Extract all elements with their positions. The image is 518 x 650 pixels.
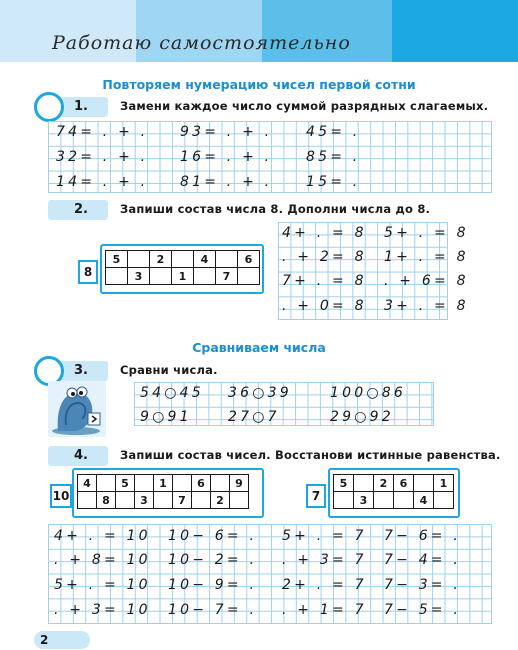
task-3-expr: 9○91 [140,409,192,425]
task-2-number-box: 8 [78,260,98,284]
table-cell [97,475,116,492]
task-1-expr: 45= . [306,124,361,140]
task-2-expr: 4+ . = 8 [282,225,367,241]
table-cell [154,492,173,509]
header-band-4 [392,0,518,62]
table-cell: 3 [354,492,374,509]
task-4-expr: 10− 9= . [168,577,258,593]
task-4-expr: 7− 3= . [384,577,462,593]
task-3-expr: 27○7 [228,409,280,425]
task-1-expr: 81= . + . [180,174,273,190]
table-cell [394,492,414,509]
task-1-expr: 74= . + . [56,124,149,140]
table-cell: 3 [128,268,150,285]
task-4-number-box-10: 10 [50,484,72,508]
table-cell [106,268,128,285]
section-title-numbering: Повторяем нумерацию чисел первой сотни [102,77,416,92]
table-cell: 8 [97,492,116,509]
table-cell [128,251,150,268]
task-3-expr: 100○86 [330,385,406,401]
task-2-number: 2. [74,202,88,217]
task-4-number: 4. [74,448,88,463]
task-4-expr: . + 3= 10 [54,602,151,618]
table-cell [135,475,154,492]
task-4-expr: 4+ . = 10 [54,528,151,544]
task-3-expr: 29○92 [330,409,394,425]
task-2-expr: 5+ . = 8 [384,225,469,241]
table-cell: 2 [374,475,394,492]
task-2-expr: 1+ . = 8 [384,249,469,265]
task-4-expr: . + 3= 7 [282,552,367,568]
table-cell [414,475,434,492]
table-cell: 7 [216,268,238,285]
task-4-composition-table-7 [333,474,454,509]
task-4-expr: 7− 6= . [384,528,462,544]
table-cell: 3 [135,492,154,509]
table-cell [116,492,135,509]
task-4-expr: 5+ . = 7 [282,528,367,544]
task-4-expr: 10− 6= . [168,528,258,544]
table-cell: 1 [154,475,173,492]
task-3-instruction: Сравни числа. [120,363,218,377]
task-2-composition-table [105,250,260,285]
table-cell: 5 [334,475,354,492]
table-cell: 6 [238,251,260,268]
task-4-expr: 10− 7= . [168,602,258,618]
table-cell: 7 [173,492,192,509]
task-1-instruction: Замени каждое число суммой разрядных слагаемых. [120,99,489,113]
task-4-instruction: Запиши состав чисел. Восстанови истинные равенства. [120,448,501,462]
task-4-expr: 5+ . = 10 [54,577,151,593]
task-3-expr: 54○45 [140,385,204,401]
snail-illustration [48,381,106,437]
task-1-expr: 93= . + . [180,124,273,140]
table-cell: 1 [172,268,194,285]
table-cell [172,251,194,268]
table-cell [173,475,192,492]
table-cell: 2 [150,251,172,268]
table-cell [78,492,97,509]
task-4-expr: . + 1= 7 [282,602,367,618]
task-4-expr: 2+ . = 7 [282,577,367,593]
task-2-expr: . + 2= 8 [282,249,367,265]
table-cell: 9 [230,475,249,492]
table-cell: 4 [194,251,216,268]
table-cell: 4 [414,492,434,509]
table-cell: 5 [106,251,128,268]
task-4-expr: 10− 2= . [168,552,258,568]
table-cell [194,268,216,285]
task-3-number: 3. [74,363,88,378]
table-cell [211,475,230,492]
page-number: 2 [34,631,90,649]
task-1-expr: 14= . + . [56,174,149,190]
task-1-expr: 16= . + . [180,149,273,165]
task-1-number: 1. [74,99,88,114]
task-1-expr: 85= . [306,149,361,165]
table-cell [434,492,454,509]
table-cell [374,492,394,509]
task-4-expr: 7− 4= . [384,552,462,568]
task-4-composition-table-10 [77,474,249,509]
table-cell [238,268,260,285]
task-1-expr: 15= . [306,174,361,190]
task-1-circle [34,92,64,122]
snail-icon [48,381,106,437]
table-cell [354,475,374,492]
task-4-number-box-7: 7 [306,484,326,508]
task-1-expr: 32= . + . [56,149,149,165]
task-3-expr: 36○39 [228,385,292,401]
table-cell: 4 [78,475,97,492]
table-cell [230,492,249,509]
task-2-expr: 3+ . = 8 [384,298,469,314]
section-title-compare: Сравниваем числа [192,340,326,355]
table-cell: 1 [434,475,454,492]
task-2-expr: 7+ . = 8 [282,273,367,289]
header-title: Работаю самостоятельно [52,32,351,54]
table-cell [150,268,172,285]
table-cell [192,492,211,509]
table-cell [334,492,354,509]
task-2-expr: . + 6= 8 [384,273,469,289]
table-cell: 6 [394,475,414,492]
table-cell: 6 [192,475,211,492]
table-cell [216,251,238,268]
task-2-expr: . + 0= 8 [282,298,367,314]
task-4-expr: 7− 5= . [384,602,462,618]
task-4-expr: . + 8= 10 [54,552,151,568]
table-cell: 2 [211,492,230,509]
task-2-instruction: Запиши состав числа 8. Дополни числа до 8. [120,202,431,216]
table-cell: 5 [116,475,135,492]
